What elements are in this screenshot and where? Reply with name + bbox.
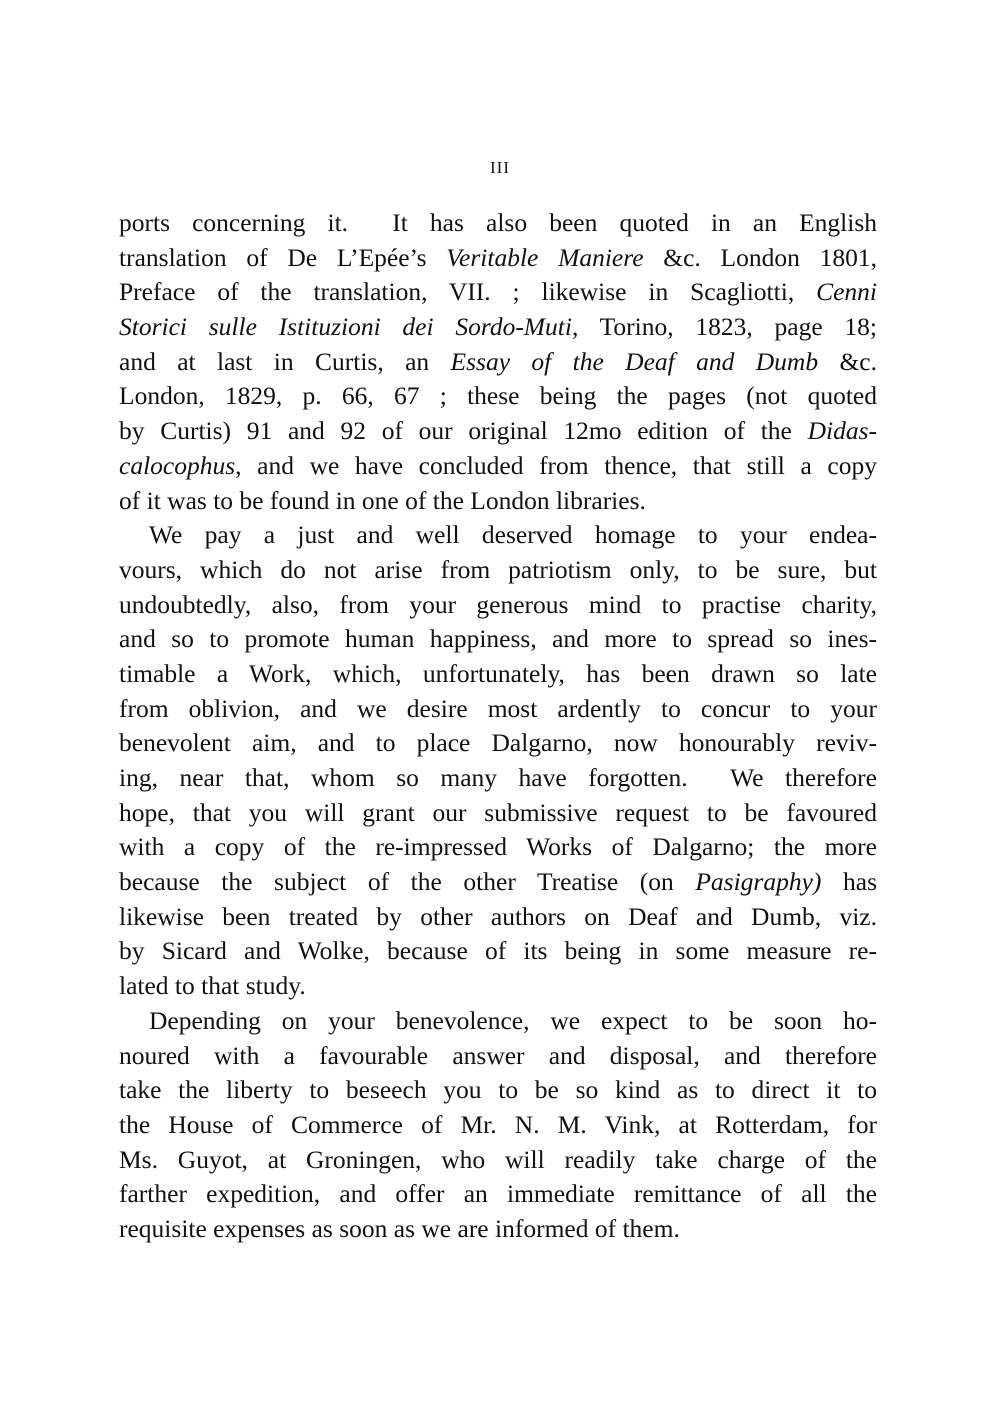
text-segment: London, 1829, p. 66, 67 ; these being the pages (not quoted	[119, 381, 877, 411]
text-line	[119, 761, 877, 796]
italic-title: Cenni	[816, 277, 877, 307]
text-segment: from oblivion, and we desire most ardently to concur to your	[119, 693, 877, 723]
text-segment: Ms. Guyot, at Groningen, who will readily take charge of the	[119, 1144, 877, 1174]
text-segment: by Sicard and Wolke, because of its being in some measure re-	[119, 936, 877, 966]
text-line	[119, 692, 877, 727]
text-line	[119, 553, 877, 588]
text-segment: ports concerning it. It has also been quoted in an English	[119, 208, 877, 237]
text-line	[119, 518, 877, 553]
text-line	[119, 1177, 877, 1212]
text-segment: undoubtedly, also, from your generous mind to practise charity,	[119, 589, 877, 619]
text-line	[119, 414, 877, 449]
italic-title: Pasigraphy)	[695, 867, 822, 897]
text-line	[119, 310, 877, 345]
text-segment: vours, which do not arise from patriotism only, to be sure, but	[119, 554, 877, 584]
italic-title: Essay of the Deaf and Dumb	[450, 346, 819, 376]
text-line	[119, 1039, 877, 1074]
text-line	[119, 657, 877, 692]
text-segment: noured with a favourable answer and disposal, and therefore	[119, 1040, 877, 1070]
text-segment: We pay a just and well deserved homage to your endea-	[149, 520, 877, 550]
paragraph	[119, 1004, 877, 1247]
text-line	[119, 379, 877, 414]
text-segment: and we have concluded from thence, that still a copy	[241, 450, 877, 480]
text-segment: with a copy of the re-impressed Works of Dalgarno; the more	[119, 832, 877, 862]
text-segment: benevolent aim, and to place Dalgarno, now honourably reviv-	[119, 728, 877, 758]
text-segment: Preface of the translation, VII. ; likewise in Scagliotti,	[119, 277, 817, 307]
text-segment: Torino, 1823, page 18;	[578, 312, 877, 342]
text-line	[119, 934, 877, 969]
text-segment: &c. London 1801,	[643, 242, 877, 272]
text-line	[119, 1073, 877, 1108]
page-number: III	[490, 158, 510, 177]
text-line	[119, 345, 877, 380]
text-line	[119, 484, 877, 519]
text-line	[119, 275, 877, 310]
text-line	[119, 1212, 877, 1247]
text-line	[119, 830, 877, 865]
text-line	[119, 1143, 877, 1178]
text-line	[119, 796, 877, 831]
italic-title: Veritable Maniere	[446, 242, 644, 272]
paragraph	[119, 518, 877, 1004]
text-segment: and so to promote human happiness, and more to spread so ines-	[119, 624, 877, 654]
text-line	[119, 588, 877, 623]
paragraph	[119, 206, 877, 518]
text-segment: by Curtis) 91 and 92 of our original 12mo edition of the	[119, 416, 808, 446]
text-line	[119, 622, 877, 657]
text-segment: likewise been treated by other authors on Deaf and Dumb, viz.	[119, 901, 877, 931]
text-segment: timable a Work, which, unfortunately, has been drawn so late	[119, 658, 877, 688]
text-line	[119, 241, 877, 276]
text-line	[119, 206, 877, 241]
text-line	[119, 449, 877, 484]
text-segment: take the liberty to beseech you to be so kind as to direct it to	[119, 1075, 877, 1105]
text-line	[119, 969, 877, 1004]
italic-title: Storici sulle Istituzioni dei Sordo-Muti,	[119, 312, 579, 342]
text-segment: because the subject of the other Treatise (on	[119, 867, 696, 897]
text-segment: translation of De L’Epée’s	[119, 242, 447, 272]
text-line	[119, 900, 877, 935]
italic-title: calocophus,	[119, 450, 242, 480]
text-segment: &c.	[818, 346, 877, 376]
body-text	[119, 206, 877, 1247]
italic-title: Didas-	[807, 416, 877, 446]
text-segment: Depending on your benevolence, we expect to be soon ho-	[149, 1005, 877, 1035]
text-segment: the House of Commerce of Mr. N. M. Vink, at Rotterdam, for	[119, 1109, 877, 1139]
text-line	[119, 1108, 877, 1143]
text-segment: farther expedition, and offer an immediate remittance of all the	[119, 1179, 877, 1209]
text-segment: has	[821, 867, 877, 897]
text-segment: ing, near that, whom so many have forgotten. We therefore	[119, 763, 877, 792]
text-segment: requisite expenses as soon as we are informed of them.	[119, 1213, 680, 1243]
text-segment: hope, that you will grant our submissive request to be favoured	[119, 797, 877, 827]
text-segment: and at last in Curtis, an	[119, 346, 451, 376]
text-line	[119, 726, 877, 761]
text-segment: lated to that study.	[119, 971, 306, 1001]
text-line	[119, 1004, 877, 1039]
text-line	[119, 865, 877, 900]
text-segment: of it was to be found in one of the London libraries.	[119, 485, 646, 515]
